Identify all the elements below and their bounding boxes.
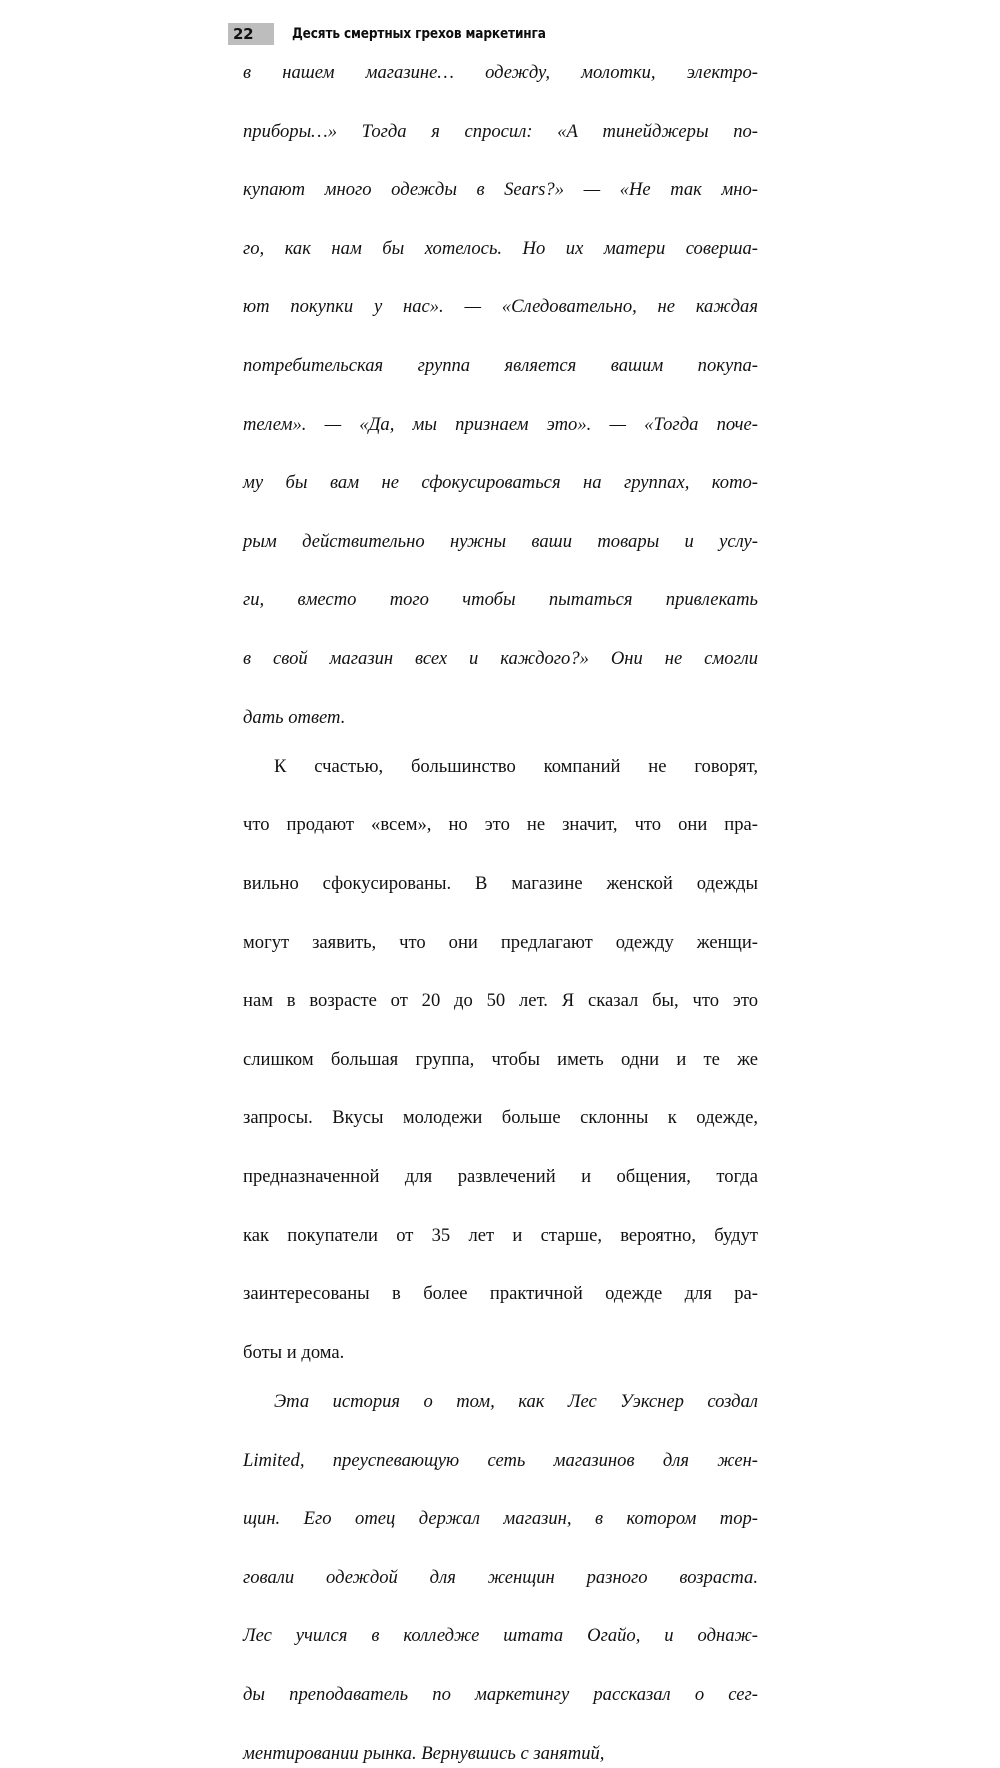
text-line: в нашем магазине… одежду, молотки, электро- <box>243 62 758 83</box>
body-text-block <box>243 58 758 1768</box>
text-line: нам в возрасте от 20 до 50 лет. Я сказал бы, что это <box>243 990 758 1012</box>
text-line: щин. Его отец держал магазин, в котором тор- <box>243 1508 758 1530</box>
text-line: как покупатели от 35 лет и старше, вероятно, будут <box>243 1224 758 1246</box>
text-line: го, как нам бы хотелось. Но их матери соверша- <box>243 237 758 259</box>
paragraph <box>243 1387 758 1768</box>
text-line: запросы. Вкусы молодежи больше склонны к одежде, <box>243 1107 758 1129</box>
text-line: ментировании рынка. Вернувшись с занятий, <box>243 1742 605 1764</box>
paragraph <box>243 752 758 1367</box>
book-title-running-head: Десять смертных грехов маркетинга <box>292 26 546 42</box>
text-line: слишком большая группа, чтобы иметь одни и те же <box>243 1048 758 1070</box>
text-line: говали одеждой для женщин разного возраста. <box>243 1566 758 1588</box>
text-line: ют покупки у нас». — «Следовательно, не каждая <box>243 296 758 318</box>
text-line: му бы вам не сфокусироваться на группах, кото- <box>243 472 758 494</box>
paragraph <box>243 58 758 732</box>
text-line: могут заявить, что они предлагают одежду женщи- <box>243 931 758 953</box>
text-line: заинтересованы в более практичной одежде для ра- <box>243 1283 758 1305</box>
text-line: дать ответ. <box>243 706 346 728</box>
text-line: ги, вместо того чтобы пытаться привлекать <box>243 589 758 611</box>
text-line: Limited, преуспевающую сеть магазинов для жен- <box>243 1449 758 1471</box>
page-number: 22 <box>233 24 254 43</box>
text-line: в свой магазин всех и каждого?» Они не смогли <box>243 647 758 669</box>
text-line: потребительская группа является вашим покупа- <box>243 354 758 376</box>
text-line: Лес учился в колледже штата Огайо, и однаж- <box>243 1625 758 1647</box>
text-line: приборы…» Тогда я спросил: «А тинейджеры по- <box>243 120 758 142</box>
running-head <box>228 22 565 46</box>
text-line: что продают «всем», но это не значит, что они пра- <box>243 814 758 836</box>
text-line: купают много одежды в Sears?» — «Не так мно- <box>243 179 758 201</box>
text-line: ды преподаватель по маркетингу рассказал о сег- <box>243 1684 758 1706</box>
text-line: вильно сфокусированы. В магазине женской одежды <box>243 873 758 895</box>
text-line: К счастью, большинство компаний не говорят, <box>274 755 758 777</box>
page-number-box <box>228 23 274 45</box>
text-line: телем». — «Да, мы признаем это». — «Тогда поче- <box>243 413 758 435</box>
text-line: Эта история о том, как Лес Уэкснер создал <box>274 1391 758 1413</box>
text-line: боты и дома. <box>243 1341 345 1363</box>
text-line: рым действительно нужны ваши товары и услу- <box>243 530 758 552</box>
text-line: предназначенной для развлечений и общения, тогда <box>243 1165 758 1187</box>
